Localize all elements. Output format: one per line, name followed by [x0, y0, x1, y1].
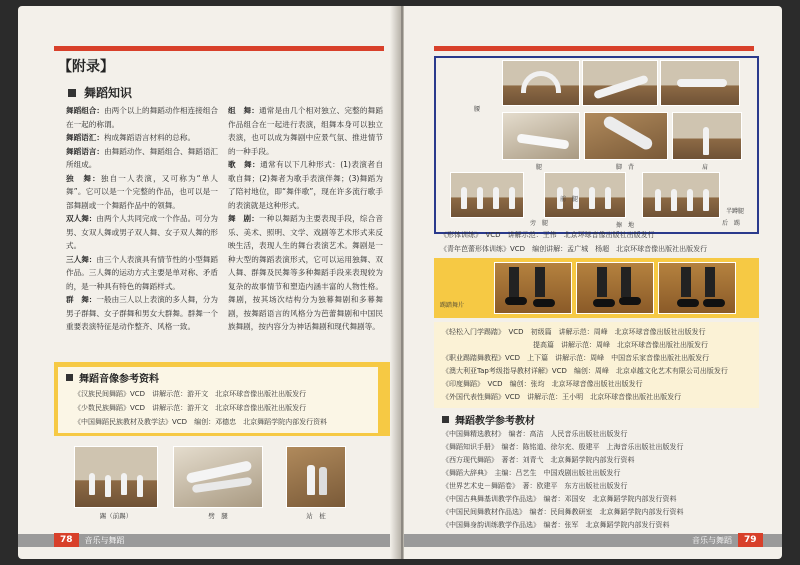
knowledge-entry [66, 131, 218, 145]
section-heading-dance-knowledge [68, 84, 132, 101]
photo-side-bend [660, 60, 740, 106]
knowledge-text: 通常有以下几种形式：(1)表演者自歌自舞；(2)舞者为歌手表演伴舞；(3)舞蹈为了陪衬地位，即“舞伴歌”，现在许多流行歌手的表演就是这种形式。 [228, 160, 383, 210]
section-heading-teaching-materials [442, 412, 535, 427]
knowledge-term: 双人舞： [66, 214, 97, 223]
photo-label: 肩 [702, 164, 709, 171]
av-row: 《中国舞蹈民族教材及教学法》VCD 编创：邓德忠 北京舞蹈学院内部发行资料 [74, 418, 328, 426]
knowledge-term: 独 舞： [66, 173, 101, 183]
tap-label: 踢踏舞片 [440, 302, 465, 309]
photo-label: 擦 地 [616, 222, 635, 229]
av-row: 《印度舞蹈》 VCD 编创：张均 北京环球音像出版社出版发行 [442, 380, 643, 388]
photo-side-leg [450, 172, 524, 218]
photo-leg-split [173, 446, 263, 508]
page-number: 78 [54, 533, 79, 547]
av-row: 提高篇 讲解示范：周峰 北京环球音像出版社出版发行 [442, 341, 708, 349]
knowledge-text: 独自一人表演，又可称为“单人舞”。它可以是一个完整的作品，也可以是一部舞剧或一个舞蹈作品中的领舞。 [66, 173, 219, 210]
teaching-row: 《世界艺术史－舞蹈卷》 著：欧建平 东方出版社出版发行 [442, 482, 628, 490]
photo-tap-shoes-3 [658, 262, 736, 314]
photo-caption: 站 桩 [306, 512, 326, 520]
photo-leg-stretch [582, 60, 658, 106]
teaching-row: 《舞蹈大辞典》 主编：吕艺生 中国戏剧出版社出版发行 [442, 469, 621, 477]
book-spread [18, 6, 782, 559]
page-number: 79 [738, 533, 763, 547]
photo-label: 腿 [536, 164, 543, 171]
knowledge-entry [228, 104, 383, 158]
appendix-title: 【附录】 [58, 59, 114, 75]
knowledge-text: 构成舞蹈语言材料的总称。 [103, 133, 196, 142]
knowledge-term: 舞蹈组合： [66, 106, 105, 115]
photo-label: 半蹲腿 [726, 208, 745, 215]
square-bullet-icon [66, 374, 73, 381]
teaching-row: 《中国舞身韵训练教学作品选》 编者：张军 北京舞蹈学院内部发行资料 [442, 521, 670, 529]
teaching-row: 《西方现代舞蹈》 著者：刘青弋 北京舞蹈学院内部发行资料 [442, 456, 635, 464]
square-bullet-icon [68, 89, 76, 97]
knowledge-entry [228, 212, 383, 334]
teaching-row: 《中国民间舞教材作品选》 编者：民间舞教研室 北京舞蹈学院内部发行资料 [442, 508, 684, 516]
av-row: 《外国代表性舞蹈》VCD 讲解示范：王小明 北京环球音像出版社出版发行 [442, 393, 682, 401]
square-bullet-icon [442, 416, 449, 423]
photo-label: 前 腿 [560, 196, 579, 203]
av-reference-box [58, 367, 378, 433]
left-top-bar [54, 46, 384, 51]
left-page [18, 6, 400, 559]
photo-caption: 踢（前踢） [99, 512, 133, 520]
knowledge-text: 通常是由几个相对独立、完整的舞蹈作品组合在一起进行表演，组舞本身可以独立表演，也可以成为舞剧中应景气氛、推进情节的一种手段。 [228, 106, 384, 156]
knowledge-entry [66, 145, 218, 172]
left-page-number-block [54, 533, 131, 547]
photo-tap-shoes-2 [576, 262, 654, 314]
right-top-bar [434, 46, 754, 51]
knowledge-entry [66, 293, 218, 334]
footer-title: 音乐与舞蹈 [692, 535, 732, 545]
knowledge-text: 一般由三人以上表演的多人舞，分为男子群舞、女子群舞和男女大群舞。群舞一个重要表演特征是动作整齐、风格一致。 [66, 295, 219, 331]
av-row: 《少数民族舞蹈》VCD 讲解示范：游开文 北京环球音像出版社出版发行 [74, 404, 307, 412]
right-page [404, 6, 782, 559]
knowledge-term: 群 舞： [66, 295, 97, 304]
knowledge-term: 舞蹈语言： [66, 146, 105, 156]
photo-kick-exercise [74, 446, 158, 508]
knowledge-term: 组 舞： [228, 106, 260, 115]
photo-waist [502, 60, 580, 106]
training-row: 《形体训练》 VCD 讲解示范：王伟 北京环球音像出版社出版发行 [440, 231, 655, 239]
knowledge-term: 舞蹈语汇： [66, 133, 104, 142]
knowledge-text: 一种以舞蹈为主要表现手段，综合音乐、美术、照明、文学、戏剧等艺术形式来反映生活，表现人生的舞台表演艺术。舞剧是一种大型的舞蹈表演形式，它可以运用独舞、双人舞、群舞及民舞等多种舞蹈手段来表现较为复杂的故事情节和塑造内涵丰富的人物性格。舞剧，按其场次结构分为独幕舞剧和多幕舞剧，按舞蹈语言的风格分为芭蕾舞剧和中国民族舞剧，按内容分为神话舞剧和现代舞剧等。 [228, 214, 384, 331]
teaching-row: 《中国舞精选教材》 编者：高洁 人民音乐出版社出版发行 [442, 430, 628, 438]
photo-shoulder [672, 112, 742, 160]
photo-stance [286, 446, 346, 508]
av-box-header [58, 367, 378, 387]
photo-label: 脚 背 [616, 164, 635, 171]
knowledge-term: 歌 舞： [228, 160, 261, 169]
av-row: 《澳大利亚Tap考级指导教材详解》VCD 编创：周峰 北京卓越文化艺术有限公司出版发行 [442, 367, 728, 375]
section-title: 舞蹈知识 [84, 86, 133, 100]
right-page-number-block [686, 533, 763, 547]
knowledge-entry [66, 104, 218, 131]
teaching-row: 《舞蹈知识手册》 编者：陈铭道、徐尔充、殷建平 上海音乐出版社出版发行 [442, 443, 684, 451]
photo-leg [502, 112, 580, 160]
knowledge-term: 舞 剧： [228, 214, 260, 223]
photo-label: 旁 腿 [530, 220, 549, 227]
knowledge-entry [228, 158, 383, 212]
knowledge-entry [66, 212, 218, 253]
photo-caption: 劈 腿 [208, 512, 228, 520]
knowledge-term: 三人舞： [66, 254, 97, 264]
knowledge-text: 由舞蹈动作、舞蹈组合、舞蹈语汇所组成。 [66, 146, 219, 169]
knowledge-column-1 [66, 104, 218, 334]
av-row: 《职业踢踏舞教程》VCD 上下篇 讲解示范：周峰 中国音乐家音像出版社出版发行 [442, 354, 710, 362]
photo-half-squat [642, 172, 720, 218]
photo-front-leg [544, 172, 626, 218]
photo-label: 后 踢 [722, 220, 741, 227]
photo-instep [584, 112, 668, 160]
knowledge-text: 由两个人共同完成一个作品。可分为男、女双人舞或男子双人舞、女子双人舞的形式。 [66, 214, 219, 250]
photo-tap-shoes-1 [494, 262, 572, 314]
footer-title: 音乐与舞蹈 [84, 535, 125, 545]
knowledge-text: 由两个以上的舞蹈动作相连接组合在一起的称谓。 [66, 106, 219, 129]
knowledge-column-2 [228, 104, 383, 334]
teaching-row: 《中国古典舞基训教学作品选》 编者：邓国安 北京舞蹈学院内部发行资料 [442, 495, 677, 503]
photo-label: 腰 [474, 106, 481, 113]
section-title: 舞蹈教学参考教材 [455, 416, 535, 427]
knowledge-text: 由三个人表演具有情节性的小型舞蹈作品。三人舞的运动方式主要是单对称、矛盾的，是一种具有特色的舞蹈样式。 [66, 254, 219, 291]
av-box-title: 舞蹈音像参考资料 [79, 373, 159, 385]
knowledge-entry [66, 172, 218, 213]
training-row: 《青年芭蕾形体训练》VCD 编创讲解：孟广城 杨超 北京环球音像出版社出版发行 [440, 245, 708, 253]
knowledge-entry [66, 253, 218, 294]
av-row: 《轻松入门学踢踏》 VCD 初级篇 讲解示范：周峰 北京环球音像出版社出版发行 [442, 328, 706, 336]
av-row: 《汉族民间舞蹈》VCD 讲解示范：游开文 北京环球音像出版社出版发行 [74, 390, 307, 398]
